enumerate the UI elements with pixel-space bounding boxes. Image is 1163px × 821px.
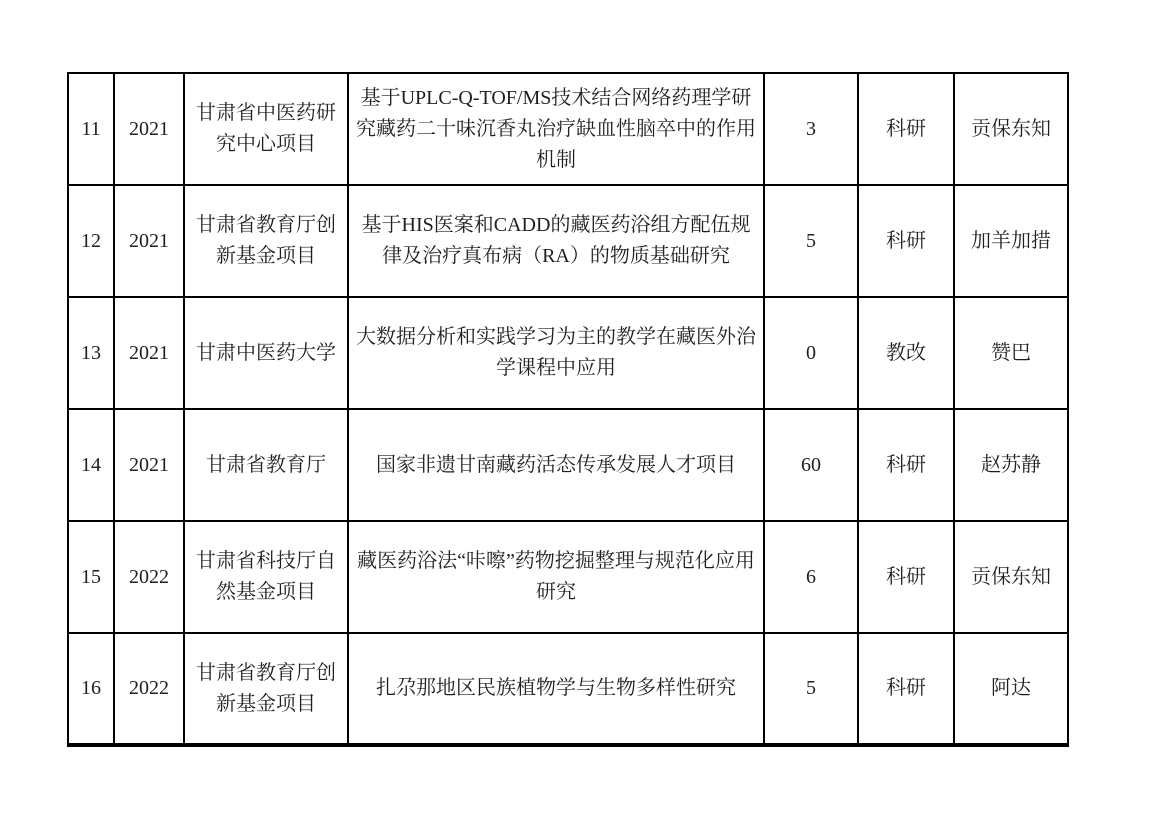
table-row [68, 521, 1068, 633]
cell-serial: 16 [68, 633, 114, 745]
cell-source: 甘肃省科技厅自然基金项目 [184, 521, 348, 633]
cell-leader: 贡保东知 [954, 521, 1068, 633]
cell-leader: 加羊加措 [954, 185, 1068, 297]
cell-type: 教改 [858, 297, 954, 409]
cell-title: 藏医药浴法“咔嚓”药物挖掘整理与规范化应用研究 [348, 521, 764, 633]
cell-year: 2021 [114, 297, 184, 409]
cell-serial: 12 [68, 185, 114, 297]
cell-type: 科研 [858, 185, 954, 297]
table-row [68, 73, 1068, 185]
cell-leader: 赞巴 [954, 297, 1068, 409]
cell-title: 基于HIS医案和CADD的藏医药浴组方配伍规律及治疗真布病（RA）的物质基础研究 [348, 185, 764, 297]
cell-amount: 6 [764, 521, 858, 633]
cell-amount: 60 [764, 409, 858, 521]
cell-leader: 阿达 [954, 633, 1068, 745]
cell-type: 科研 [858, 521, 954, 633]
cell-type: 科研 [858, 73, 954, 185]
table-row [68, 633, 1068, 745]
cell-serial: 13 [68, 297, 114, 409]
cell-amount: 3 [764, 73, 858, 185]
cell-type: 科研 [858, 633, 954, 745]
cell-amount: 0 [764, 297, 858, 409]
cell-source: 甘肃中医药大学 [184, 297, 348, 409]
cell-serial: 11 [68, 73, 114, 185]
cell-title: 基于UPLC-Q-TOF/MS技术结合网络药理学研究藏药二十味沉香丸治疗缺血性脑卒中的作用机制 [348, 73, 764, 185]
cell-year: 2021 [114, 409, 184, 521]
cell-year: 2022 [114, 521, 184, 633]
cell-type: 科研 [858, 409, 954, 521]
cell-year: 2021 [114, 73, 184, 185]
cell-source: 甘肃省教育厅 [184, 409, 348, 521]
cell-title: 大数据分析和实践学习为主的教学在藏医外治学课程中应用 [348, 297, 764, 409]
cell-source: 甘肃省教育厅创新基金项目 [184, 633, 348, 745]
cell-leader: 赵苏静 [954, 409, 1068, 521]
cell-source: 甘肃省中医药研究中心项目 [184, 73, 348, 185]
cell-title: 扎尕那地区民族植物学与生物多样性研究 [348, 633, 764, 745]
table-row [68, 297, 1068, 409]
cell-amount: 5 [764, 633, 858, 745]
cell-year: 2021 [114, 185, 184, 297]
table-row [68, 409, 1068, 521]
projects-table [67, 72, 1069, 747]
cell-serial: 15 [68, 521, 114, 633]
table-row [68, 185, 1068, 297]
cell-serial: 14 [68, 409, 114, 521]
cell-amount: 5 [764, 185, 858, 297]
cell-source: 甘肃省教育厅创新基金项目 [184, 185, 348, 297]
cell-leader: 贡保东知 [954, 73, 1068, 185]
cell-year: 2022 [114, 633, 184, 745]
cell-title: 国家非遗甘南藏药活态传承发展人才项目 [348, 409, 764, 521]
